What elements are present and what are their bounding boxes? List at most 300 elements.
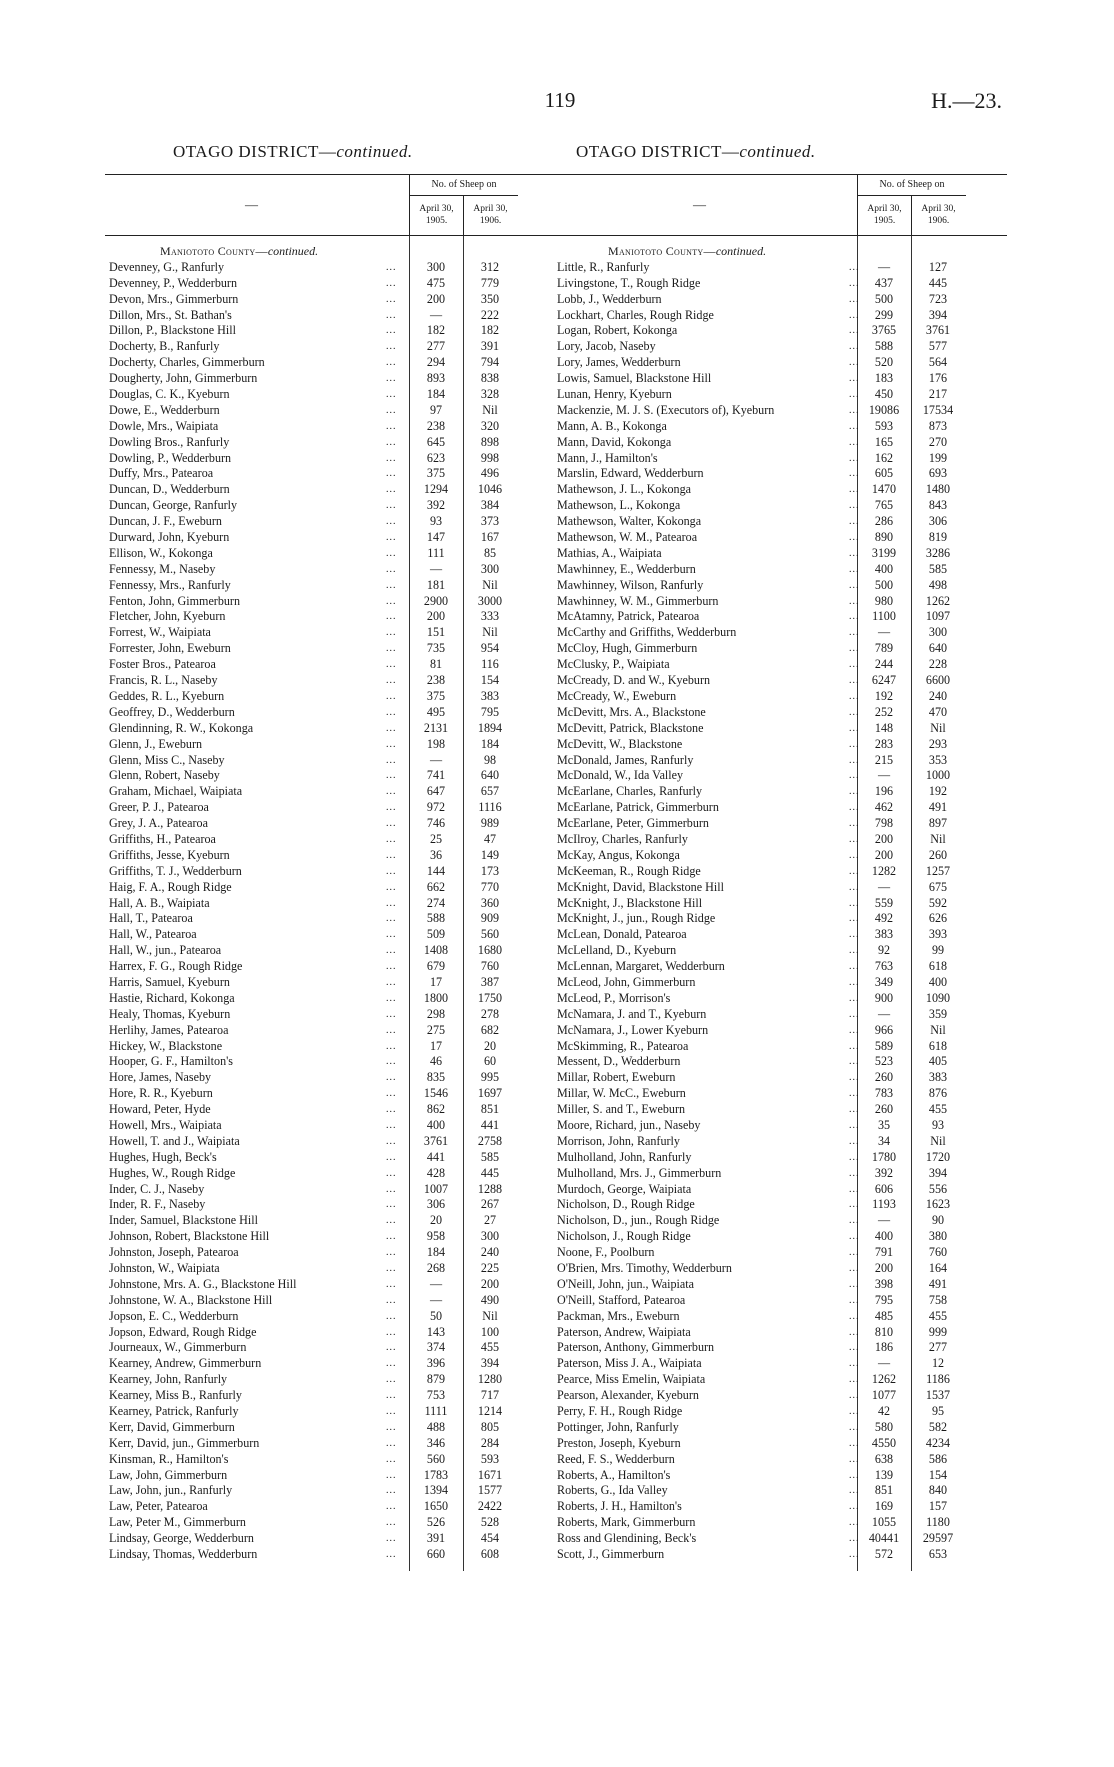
owner-name: Glenn, Miss C., Naseby xyxy=(109,752,225,767)
sheep-1906: 1046 xyxy=(477,482,503,497)
sheep-1905: 400 xyxy=(426,1117,446,1132)
owner-name: Mulholland, John, Ranfurly xyxy=(557,1149,692,1164)
owner-name: Dougherty, John, Gimmerburn xyxy=(109,371,258,386)
sheep-1905: 437 xyxy=(874,275,894,290)
leader-dots: ... xyxy=(849,1247,860,1259)
table-body xyxy=(553,236,1007,1563)
table-row xyxy=(553,927,1007,943)
county-heading xyxy=(553,244,1007,260)
leader-dots: ... xyxy=(386,738,397,750)
table-row xyxy=(553,1547,1007,1563)
owner-name: Johnston, Joseph, Patearoa xyxy=(109,1245,239,1260)
sheep-1905: 391 xyxy=(426,1531,446,1546)
table-row xyxy=(553,594,1007,610)
sheep-1905: 1262 xyxy=(871,1372,897,1387)
sheep-1905: 588 xyxy=(426,911,446,926)
owner-name: McLeod, P., Morrison's xyxy=(557,990,671,1005)
leader-dots: ... xyxy=(849,1342,860,1354)
table-row xyxy=(105,1468,559,1484)
leader-dots: ... xyxy=(849,1024,860,1036)
table-row xyxy=(553,1372,1007,1388)
sheep-1905: 4550 xyxy=(871,1435,897,1450)
sheep-1906: 1116 xyxy=(478,800,502,815)
leader-dots: ... xyxy=(386,1406,397,1418)
table-row xyxy=(553,1515,1007,1531)
table-row xyxy=(553,1245,1007,1261)
sheep-1905: 783 xyxy=(874,1086,894,1101)
sheep-1906: 116 xyxy=(481,657,499,672)
leader-dots: ... xyxy=(849,1533,860,1545)
sheep-1905: 198 xyxy=(426,736,446,751)
owner-name: McEarlane, Peter, Gimmerburn xyxy=(557,816,709,831)
leader-dots: ... xyxy=(386,1231,397,1243)
sheep-1905: 398 xyxy=(874,1276,894,1291)
table-row xyxy=(553,1039,1007,1055)
leader-dots: ... xyxy=(849,516,860,528)
sheep-1906: 3761 xyxy=(925,323,951,338)
sheep-1906: 1671 xyxy=(477,1467,503,1482)
leader-dots: ... xyxy=(386,420,397,432)
sheep-1906: 400 xyxy=(928,974,948,989)
sheep-1905: 1650 xyxy=(423,1499,449,1514)
sheep-1905: 17 xyxy=(429,974,443,989)
table-row xyxy=(553,1388,1007,1404)
table-row xyxy=(553,1007,1007,1023)
sheep-1906: 20 xyxy=(483,1038,497,1053)
owner-name: McLennan, Margaret, Wedderburn xyxy=(557,959,725,974)
sheep-1906: Nil xyxy=(930,1133,946,1148)
table-row xyxy=(105,911,559,927)
sheep-1905: 93 xyxy=(429,514,443,529)
owner-name: Pearce, Miss Emelin, Waipiata xyxy=(557,1372,706,1387)
sheep-1906: 85 xyxy=(483,545,497,560)
sheep-1905: 450 xyxy=(874,387,894,402)
leader-dots: ... xyxy=(386,881,397,893)
owner-name: Durward, John, Kyeburn xyxy=(109,530,230,545)
leader-dots: ... xyxy=(849,1056,860,1068)
sheep-1905: — xyxy=(877,259,891,274)
sheep-1906: 98 xyxy=(483,752,497,767)
owner-name: Ross and Glendining, Beck's xyxy=(557,1531,697,1546)
sheep-1906: 441 xyxy=(480,1117,500,1132)
leader-dots: ... xyxy=(849,500,860,512)
sheep-1905: 893 xyxy=(426,371,446,386)
owner-name: Herlihy, James, Patearoa xyxy=(109,1022,229,1037)
table-row xyxy=(553,260,1007,276)
owner-name: Roberts, J. H., Hamilton's xyxy=(557,1499,682,1514)
sheep-1905: 572 xyxy=(874,1547,894,1562)
sheep-1905: — xyxy=(429,752,443,767)
sheep-1905: 50 xyxy=(429,1308,443,1323)
table-row xyxy=(553,1356,1007,1372)
sheep-1906: 359 xyxy=(928,1006,948,1021)
sheep-1905: 184 xyxy=(426,1245,446,1260)
sheep-1906: 675 xyxy=(928,879,948,894)
sheep-1906: 608 xyxy=(480,1547,500,1562)
sheep-1906: 93 xyxy=(931,1117,945,1132)
table-row xyxy=(553,1054,1007,1070)
leader-dots: ... xyxy=(849,945,860,957)
sheep-1906: 353 xyxy=(928,752,948,767)
leader-dots: ... xyxy=(849,627,860,639)
leader-dots: ... xyxy=(849,754,860,766)
sheep-1906: 819 xyxy=(928,530,948,545)
leader-dots: ... xyxy=(849,1278,860,1290)
sheep-1905: 268 xyxy=(426,1261,446,1275)
table-row xyxy=(553,1086,1007,1102)
sheep-1906: 405 xyxy=(928,1054,948,1069)
owner-name: Paterson, Miss J. A., Waipiata xyxy=(557,1356,702,1371)
owner-name: Grey, J. A., Patearoa xyxy=(109,816,208,831)
leader-dots: ... xyxy=(849,659,860,671)
table-row xyxy=(553,625,1007,641)
sheep-1906: 640 xyxy=(928,641,948,656)
leader-dots: ... xyxy=(386,373,397,385)
table-row xyxy=(553,562,1007,578)
leader-dots: ... xyxy=(386,1135,397,1147)
sheep-1905: 294 xyxy=(426,355,446,370)
owner-name: Geddes, R. L., Kyeburn xyxy=(109,688,225,703)
sheep-1906: 380 xyxy=(928,1229,948,1244)
leader-dots: ... xyxy=(386,1374,397,1386)
leader-dots: ... xyxy=(386,1183,397,1195)
sheep-1906: 60 xyxy=(483,1054,497,1069)
sheep-1906: 593 xyxy=(480,1451,500,1466)
sheep-1906: 3286 xyxy=(925,545,951,560)
owner-name: Geoffrey, D., Wedderburn xyxy=(109,704,235,719)
owner-name: Kearney, Andrew, Gimmerburn xyxy=(109,1356,262,1371)
table-row xyxy=(553,1483,1007,1499)
sheep-1906: 3000 xyxy=(477,593,503,608)
leader-dots: ... xyxy=(849,436,860,448)
sheep-1905: 169 xyxy=(874,1499,894,1514)
table-row xyxy=(105,1039,559,1055)
sheep-1905: 286 xyxy=(874,514,894,529)
table-row xyxy=(105,1261,559,1277)
table-row xyxy=(105,848,559,864)
sheep-1905: 192 xyxy=(874,688,894,703)
sheep-1906: 693 xyxy=(928,466,948,481)
sheep-1906: 270 xyxy=(928,434,948,449)
leader-dots: ... xyxy=(386,341,397,353)
sheep-1906: 391 xyxy=(480,339,500,354)
sheep-1906: 240 xyxy=(480,1245,500,1260)
owner-name: Haig, F. A., Rough Ridge xyxy=(109,879,232,894)
owner-name: O'Brien, Mrs. Timothy, Wedderburn xyxy=(557,1261,732,1275)
sheep-1905: 900 xyxy=(874,990,894,1005)
owner-name: McClusky, P., Waipiata xyxy=(557,657,670,672)
sheep-1905: 151 xyxy=(426,625,446,640)
leader-dots: ... xyxy=(849,1119,860,1131)
sheep-1905: 798 xyxy=(874,816,894,831)
sheep-1905: 795 xyxy=(874,1292,894,1307)
owner-name: Hore, R. R., Kyeburn xyxy=(109,1086,213,1101)
leader-dots: ... xyxy=(386,897,397,909)
leader-dots: ... xyxy=(386,1390,397,1402)
owner-name: Scott, J., Gimmerburn xyxy=(557,1547,665,1562)
sheep-1905: — xyxy=(877,1213,891,1228)
owner-name: Glenn, J., Eweburn xyxy=(109,736,203,751)
leader-dots: ... xyxy=(386,611,397,623)
sheep-1906: Nil xyxy=(482,625,498,640)
sheep-1906: 149 xyxy=(480,847,500,862)
leader-dots: ... xyxy=(849,595,860,607)
owner-name: Kerr, David, jun., Gimmerburn xyxy=(109,1435,260,1450)
owner-name: Hore, James, Naseby xyxy=(109,1070,212,1085)
sheep-1906: 393 xyxy=(928,927,948,942)
leader-dots: ... xyxy=(386,802,397,814)
sheep-1906: 618 xyxy=(928,1038,948,1053)
sheep-1905: 42 xyxy=(877,1404,891,1419)
sheep-1905: — xyxy=(877,1006,891,1021)
leader-dots: ... xyxy=(386,468,397,480)
owner-name: Law, Peter M., Gimmerburn xyxy=(109,1515,246,1530)
sheep-1906: 1097 xyxy=(925,609,951,624)
sheep-1906: 360 xyxy=(480,895,500,910)
sheep-1905: 200 xyxy=(874,1261,894,1275)
sheep-1905: 200 xyxy=(874,847,894,862)
table-row xyxy=(105,689,559,705)
leader-dots: ... xyxy=(849,897,860,909)
sheep-1905: 1193 xyxy=(872,1197,896,1212)
table-row xyxy=(553,419,1007,435)
sheep-1906: 496 xyxy=(480,466,500,481)
table-row xyxy=(105,578,559,594)
leader-dots: ... xyxy=(849,532,860,544)
owner-name: Mathewson, W. M., Patearoa xyxy=(557,530,698,545)
table-header xyxy=(105,175,559,236)
sheep-1905: 306 xyxy=(426,1197,446,1212)
owner-name: Law, Peter, Patearoa xyxy=(109,1499,208,1514)
table-row xyxy=(105,594,559,610)
table-row xyxy=(105,800,559,816)
sheep-1905: — xyxy=(429,1292,443,1307)
owner-name: Pearson, Alexander, Kyeburn xyxy=(557,1388,699,1403)
table-row xyxy=(105,768,559,784)
owner-name: McCready, W., Eweburn xyxy=(557,688,677,703)
table-row xyxy=(105,959,559,975)
sheep-1906: 95 xyxy=(931,1404,945,1419)
left-table xyxy=(105,174,559,1563)
sheep-1906: Nil xyxy=(930,831,946,846)
table-header xyxy=(553,175,1007,236)
leader-dots: ... xyxy=(849,1088,860,1100)
sheep-1906: 387 xyxy=(480,974,500,989)
leader-dots: ... xyxy=(849,1294,860,1306)
owner-name: Johnston, W., Waipiata xyxy=(109,1261,220,1275)
table-row xyxy=(553,466,1007,482)
sheep-1906: 560 xyxy=(480,927,500,942)
leader-dots: ... xyxy=(849,404,860,416)
sheep-1906: 1257 xyxy=(925,863,951,878)
leader-dots: ... xyxy=(386,516,397,528)
sheep-1905: 111 xyxy=(427,545,445,560)
sheep-1906: 717 xyxy=(480,1388,500,1403)
leader-dots: ... xyxy=(849,1390,860,1402)
table-row xyxy=(105,625,559,641)
table-row xyxy=(105,641,559,657)
sheep-1906: 17534 xyxy=(922,402,954,417)
sheep-1905: 349 xyxy=(874,974,894,989)
leader-dots: ... xyxy=(849,1374,860,1386)
table-row xyxy=(105,1404,559,1420)
owner-name: Journeaux, W., Gimmerburn xyxy=(109,1340,247,1355)
sheep-1905: 260 xyxy=(874,1102,894,1117)
table-row xyxy=(105,880,559,896)
sheep-1905: 526 xyxy=(426,1515,446,1530)
sheep-1906: Nil xyxy=(482,402,498,417)
sheep-1905: 400 xyxy=(874,1229,894,1244)
sheep-1905: — xyxy=(429,561,443,576)
sheep-1905: 392 xyxy=(426,498,446,513)
table-row xyxy=(553,800,1007,816)
leader-dots: ... xyxy=(386,1008,397,1020)
sheep-1905: 488 xyxy=(426,1419,446,1434)
leader-dots: ... xyxy=(849,976,860,988)
owner-name: Foster Bros., Patearoa xyxy=(109,657,216,672)
owner-name: Little, R., Ranfurly xyxy=(557,259,650,274)
table-row xyxy=(553,514,1007,530)
table-row xyxy=(105,1229,559,1245)
table-row xyxy=(553,292,1007,308)
table-row xyxy=(553,1531,1007,1547)
owner-name: Mulholland, Mrs. J., Gimmerburn xyxy=(557,1165,722,1180)
sheep-1905: 144 xyxy=(426,863,446,878)
sheep-1905: 274 xyxy=(426,895,446,910)
leader-dots: ... xyxy=(386,1040,397,1052)
sheep-1905: — xyxy=(877,768,891,783)
table-row xyxy=(553,1309,1007,1325)
table-row xyxy=(105,1436,559,1452)
sheep-1906: 682 xyxy=(480,1022,500,1037)
owner-name: McKeeman, R., Rough Ridge xyxy=(557,863,701,878)
table-row xyxy=(105,514,559,530)
owner-name: Dowling Bros., Ranfurly xyxy=(109,434,230,449)
table-row xyxy=(105,530,559,546)
sheep-1905: 500 xyxy=(874,577,894,592)
leader-dots: ... xyxy=(849,1135,860,1147)
table-row xyxy=(105,482,559,498)
sheep-1906: 577 xyxy=(928,339,948,354)
sheep-1906: 805 xyxy=(480,1419,500,1434)
sheep-1905: 645 xyxy=(426,434,446,449)
sheep-1906: 12 xyxy=(931,1356,945,1371)
sheep-1906: 27 xyxy=(483,1213,497,1228)
owner-name: Inder, Samuel, Blackstone Hill xyxy=(109,1213,258,1228)
sheep-1905: 1780 xyxy=(871,1149,897,1164)
table-row xyxy=(105,292,559,308)
leader-dots: ... xyxy=(386,1119,397,1131)
sheep-1905: 200 xyxy=(874,831,894,846)
sheep-1906: 192 xyxy=(928,784,948,799)
leader-dots: ... xyxy=(386,945,397,957)
sheep-1905: 810 xyxy=(874,1324,894,1339)
owner-name: Howell, T. and J., Waipiata xyxy=(109,1133,240,1148)
owner-name: Nicholson, D., jun., Rough Ridge xyxy=(557,1213,720,1228)
table-row xyxy=(105,1452,559,1468)
leader-dots: ... xyxy=(386,1453,397,1465)
owner-name: Fletcher, John, Kyeburn xyxy=(109,609,226,624)
sheep-1905: 735 xyxy=(426,641,446,656)
sheep-1906: 998 xyxy=(480,450,500,465)
sheep-1905: 679 xyxy=(426,959,446,974)
sheep-1906: 1180 xyxy=(926,1515,950,1530)
sheep-1905: 753 xyxy=(426,1388,446,1403)
sheep-1906: 470 xyxy=(928,704,948,719)
owner-name: Docherty, B., Ranfurly xyxy=(109,339,220,354)
owner-name: Duncan, D., Wedderburn xyxy=(109,482,230,497)
sheep-1906: 1750 xyxy=(477,990,503,1005)
sheep-1905: 238 xyxy=(426,418,446,433)
leader-dots: ... xyxy=(386,1437,397,1449)
sheep-1906: 200 xyxy=(480,1276,500,1291)
sheep-1906: 373 xyxy=(480,514,500,529)
table-row xyxy=(105,1102,559,1118)
sheep-1905: 184 xyxy=(426,387,446,402)
table-row xyxy=(105,1166,559,1182)
sheep-1906: 2422 xyxy=(477,1499,503,1514)
sheep-1905: 623 xyxy=(426,450,446,465)
leader-dots: ... xyxy=(386,1104,397,1116)
sheep-1905: 183 xyxy=(874,371,894,386)
header-col-1906: April 30, 1906. xyxy=(463,195,517,235)
sheep-1905: 300 xyxy=(426,259,446,274)
leader-dots: ... xyxy=(849,849,860,861)
sheep-1906: 838 xyxy=(480,371,500,386)
sheep-1905: 475 xyxy=(426,275,446,290)
leader-dots: ... xyxy=(386,659,397,671)
table-row xyxy=(553,911,1007,927)
table-row xyxy=(105,1086,559,1102)
table-row xyxy=(553,1182,1007,1198)
table-row xyxy=(553,657,1007,673)
table-row xyxy=(105,276,559,292)
table-row xyxy=(553,578,1007,594)
owner-name: Millar, Robert, Eweburn xyxy=(557,1070,676,1085)
table-row xyxy=(105,1340,559,1356)
sheep-1905: 383 xyxy=(874,927,894,942)
table-row xyxy=(105,1245,559,1261)
owner-name: Hastie, Richard, Kokonga xyxy=(109,990,235,1005)
table-row xyxy=(553,1166,1007,1182)
sheep-1905: 1394 xyxy=(423,1483,449,1498)
sheep-1906: 770 xyxy=(480,879,500,894)
sheep-1906: 157 xyxy=(928,1499,948,1514)
sheep-1906: 873 xyxy=(928,418,948,433)
owner-name: Mawhinney, Wilson, Ranfurly xyxy=(557,577,704,592)
owner-name: Francis, R. L., Naseby xyxy=(109,673,218,688)
sheep-1905: 1546 xyxy=(423,1086,449,1101)
sheep-1906: 278 xyxy=(480,1006,500,1021)
table-body xyxy=(105,236,559,1563)
owner-name: Johnstone, Mrs. A. G., Blackstone Hill xyxy=(109,1276,297,1291)
owner-name: McNamara, J. and T., Kyeburn xyxy=(557,1006,707,1021)
leader-dots: ... xyxy=(849,1104,860,1116)
sheep-1906: 454 xyxy=(480,1531,500,1546)
sheep-1906: 618 xyxy=(928,959,948,974)
sheep-1905: 165 xyxy=(874,434,894,449)
sheep-1906: 760 xyxy=(480,959,500,974)
sheep-1905: 275 xyxy=(426,1022,446,1037)
owner-name: Douglas, C. K., Kyeburn xyxy=(109,387,230,402)
sheep-1906: 300 xyxy=(928,625,948,640)
leader-dots: ... xyxy=(849,690,860,702)
sheep-1905: 862 xyxy=(426,1102,446,1117)
owner-name: O'Neill, John, jun., Waipiata xyxy=(557,1276,695,1291)
table-row xyxy=(553,1229,1007,1245)
sheep-1905: 143 xyxy=(426,1324,446,1339)
table-row xyxy=(105,1356,559,1372)
